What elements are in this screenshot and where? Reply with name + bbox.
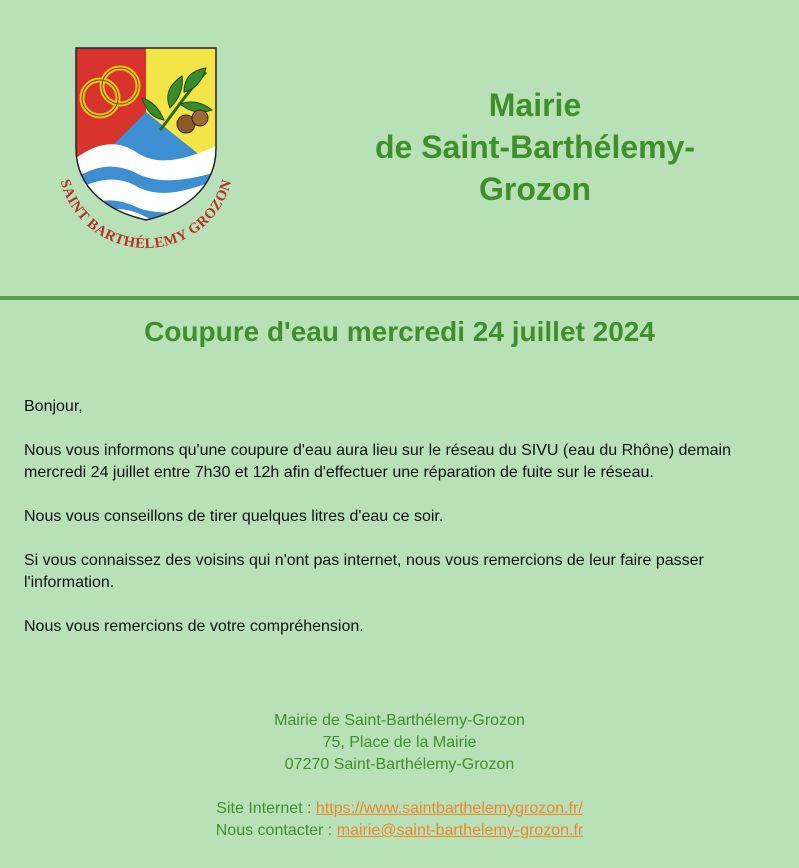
mairie-title-line: de Saint-Barthélemy-: [374, 129, 696, 165]
footer-address-line2: 07270 Saint-Barthélemy-Grozon: [284, 756, 515, 773]
contact-email-link[interactable]: mairie@saint-barthelemy-grozon.fr: [336, 822, 584, 839]
footer: [0, 710, 799, 842]
header: [0, 0, 799, 296]
contact-label: Nous contacter :: [215, 822, 337, 839]
mairie-title-line: Grozon: [479, 171, 591, 207]
greeting: Bonjour,: [24, 398, 83, 415]
footer-spacer: [0, 776, 799, 798]
paragraph: Nous vous conseillons de tirer quelques litres d'eau ce soir.: [24, 508, 444, 525]
crest-motto: SAINT BARTHÉLEMY GROZON: [56, 177, 236, 252]
mairie-title: [330, 84, 740, 210]
coat-of-arms-logo: [40, 40, 252, 252]
announcement-title: Coupure d'eau mercredi 24 juillet 2024: [144, 316, 655, 347]
footer-contact: [0, 820, 799, 842]
paragraph: Nous vous remercions de votre compréhension.: [24, 618, 364, 635]
paragraph: Nous vous informons qu'une coupure d'eau aura lieu sur le réseau du SIVU (eau du Rhône) demain mercredi 24 juillet entre 7h30 et 12h afin d'effectuer une réparation de fuite sur le réseau.: [24, 442, 731, 481]
website-link[interactable]: https://www.saintbarthelemygrozon.fr/: [315, 800, 583, 817]
footer-org: Mairie de Saint-Barthélemy-Grozon: [274, 712, 525, 729]
announcement-body: [24, 396, 764, 660]
website-label: Site Internet :: [216, 800, 316, 817]
mairie-title-line: Mairie: [488, 87, 582, 123]
header-divider: [0, 296, 799, 300]
footer-website: [0, 798, 799, 820]
footer-address-line1: 75, Place de la Mairie: [322, 734, 477, 751]
paragraph: Si vous connaissez des voisins qui n'ont pas internet, nous vous remercions de leur faire passer l'information.: [24, 552, 704, 591]
